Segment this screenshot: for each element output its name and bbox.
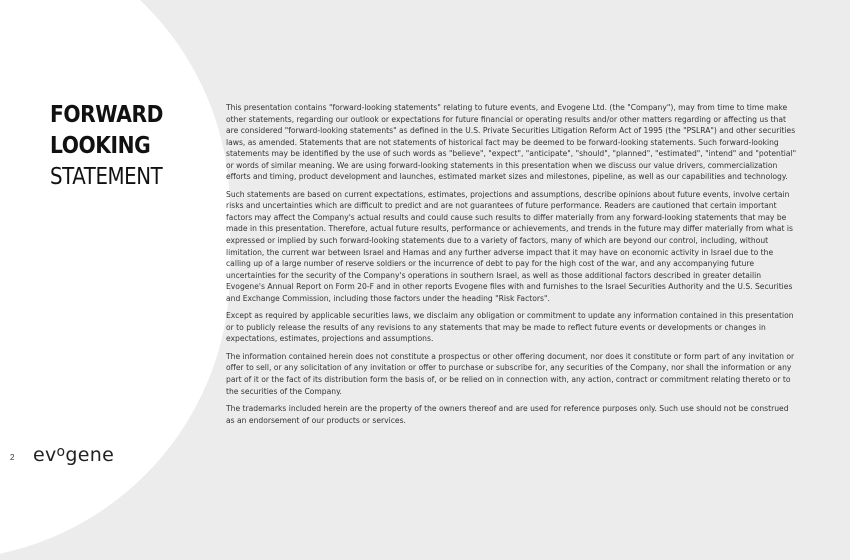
white-side-panel	[0, 0, 230, 560]
logo-raised-o: o	[56, 444, 66, 460]
evogene-logo	[33, 444, 114, 466]
title-line-1: FORWARD	[50, 102, 164, 128]
paragraph-forward-looking: This presentation contains "forward-looking statements" relating to future events, and Evogene Ltd. (the "Company"), may from time to time make other statements, regarding our outlook or expectations for future financial or operating results and/or other matters regarding or affecting us that are considered "forward-looking statements" as defined in the U.S. Private Securities Litigation Reform Act of 1995 (the "PSLRA") and other securities laws, as amended. Statements that are not statements of historical fact may be deemed to be forward-looking statements. Such forward-looking statements may be identified by the use of such words as "believe", "expect", "anticipate", "should", "planned", "estimated", "intend" and "potential" or words of similar meaning. We are using forward-looking statements in this presentation when we discuss our value drivers, commercialization efforts and timing, product development and launches, estimated market sizes and milestones, pipeline, as well as our capabilities and technology.	[226, 103, 797, 182]
page-title	[50, 100, 181, 193]
paragraph-risks: Such statements are based on current expectations, estimates, projections and assumptions, describe opinions about future events, involve certain risks and uncertainties which are difficult to predict and are not guarantees of future performance. Readers are cautioned that certain important factors may affect the Company's actual results and could cause such results to differ materially from any forward-looking statements that may be made in this presentation. Therefore, actual future results, performance or achievements, and trends in the future may differ materially from what is expressed or implied by such forward-looking statements due to a variety of factors, many of which are beyond our control, including, without limitation, the current war between Israel and Hamas and any further adverse impact that it may have on economic activity in Israel due to the calling up of a large number of reserve soldiers or the incurrence of debt to pay for the high cost of the war, and any accompanying future uncertainties for the security of the Company's operations in southern Israel, as well as those additional factors described in greater detailin Evogene's Annual Report on Form 20-F and in other reports Evogene files with and furnishes to the Israel Securities Authority and the U.S. Securities and Exchange Commission, including those factors under the heading "Risk Factors".	[226, 189, 793, 303]
logo-text-end: gene	[65, 444, 115, 466]
paragraph-disclaimer: Except as required by applicable securities laws, we disclaim any obligation or commitment to update any information contained in this presentation or to publicly release the results of any revisions to any statements that may be made to reflect future events or developments or changes in expectations, estimates, projections and assumptions.	[226, 311, 794, 344]
title-line-3: STATEMENT	[50, 164, 163, 190]
statement-body	[226, 102, 798, 432]
title-line-2: LOOKING	[50, 133, 151, 159]
logo-text-start: ev	[33, 444, 57, 466]
paragraph-no-offer: The information contained herein does not constitute a prospectus or other offering document, nor does it constitute or form part of any invitation or offer to sell, or any solicitation of any invitation or offer to purchase or subscribe for, any securities of the Company, nor shall the information or any part of it or the fact of its distribution form the basis of, or be relied on in connection with, any action, contract or commitment relating thereto or to the securities of the Company.	[226, 351, 795, 396]
page-number: 2	[10, 453, 15, 462]
paragraph-trademarks: The trademarks included herein are the property of the owners thereof and are used for reference purposes only. Such use should not be construed as an endorsement of our products or services.	[226, 404, 789, 425]
